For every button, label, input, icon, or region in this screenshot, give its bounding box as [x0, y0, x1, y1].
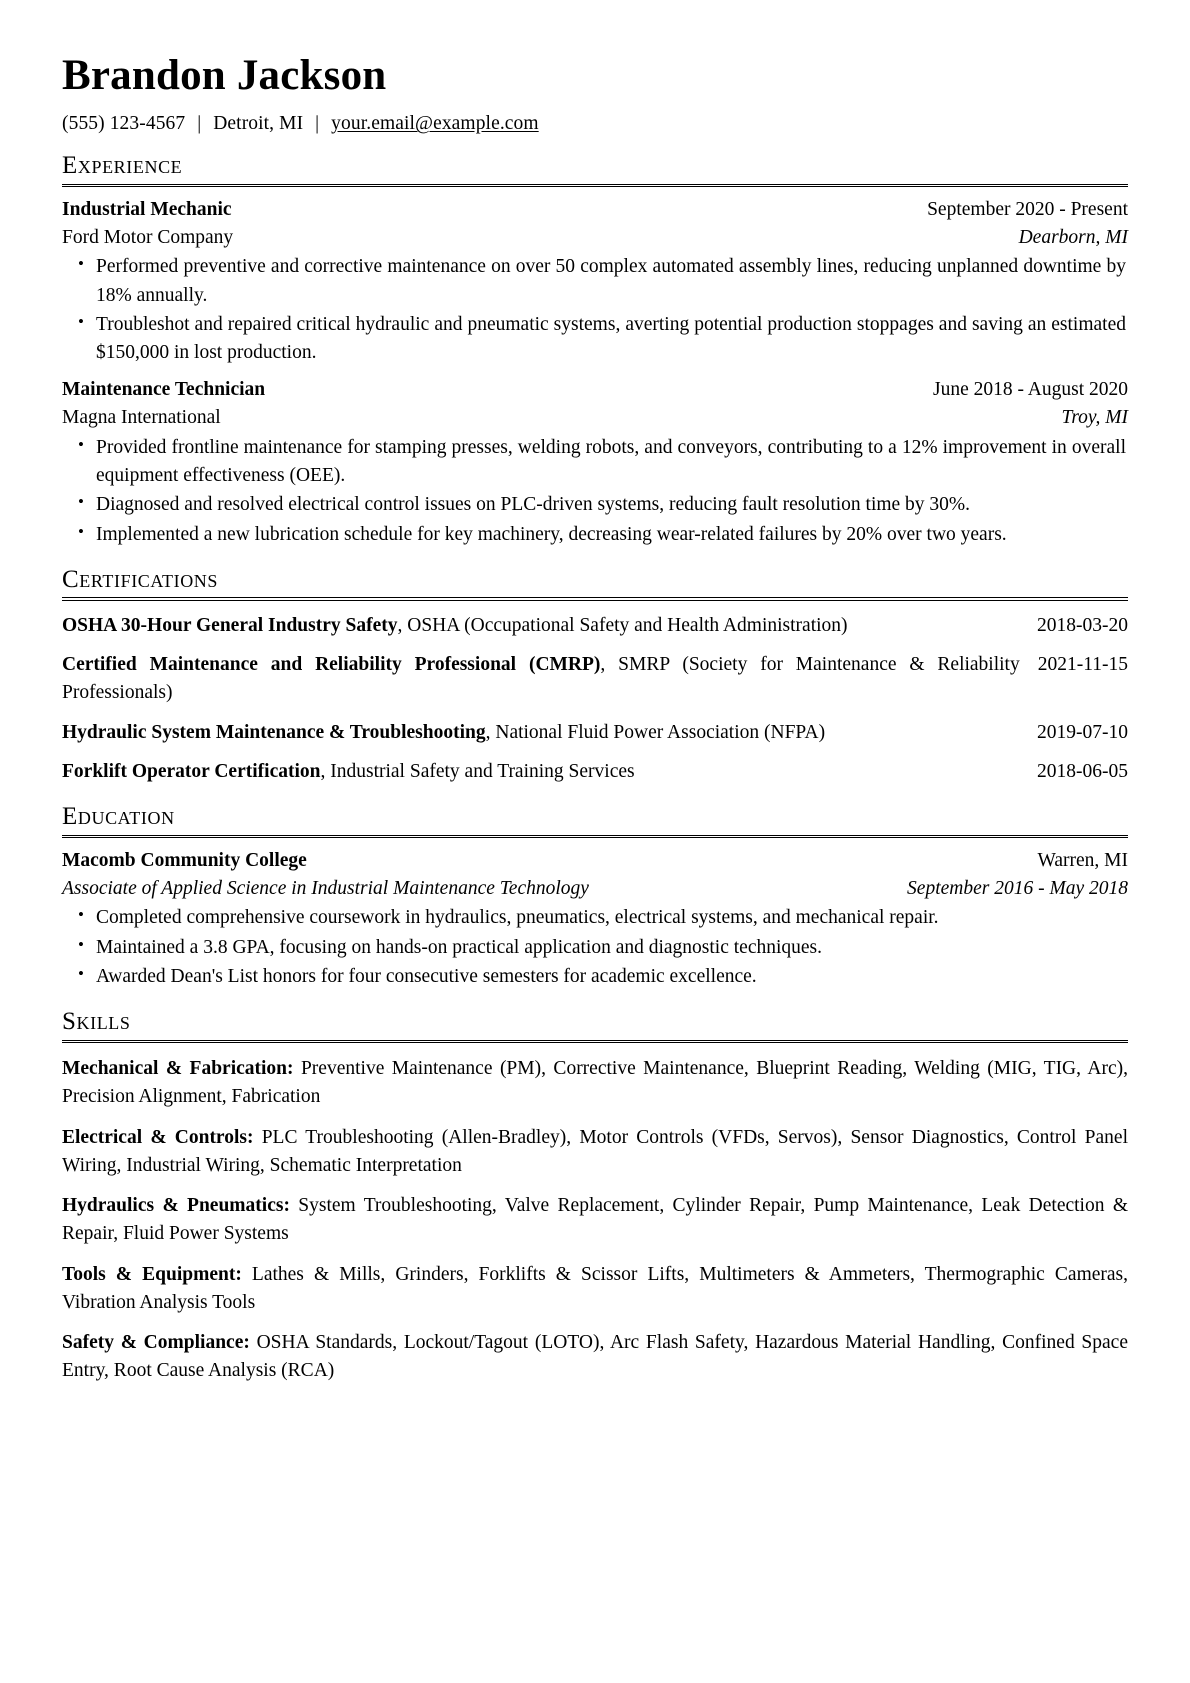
company-name: Magna International [62, 407, 221, 429]
experience-heading: Experience [62, 152, 183, 180]
experience-entry [62, 196, 1128, 367]
skill-category-label: Electrical & Controls: [62, 1126, 254, 1148]
list-item: • Troubleshot and repaired critical hydraulic and pneumatic systems, averting potential production stoppages and saving an estimated $150,000 in lost production. [96, 311, 1128, 368]
education-heading: Education [62, 803, 175, 831]
certification-name: Forklift Operator Certification [62, 760, 321, 782]
phone-number: (555) 123-4567 [62, 113, 186, 135]
list-item: • Maintained a 3.8 GPA, focusing on hands-on practical application and diagnostic techniques. [96, 934, 1128, 962]
skill-group [62, 1192, 1128, 1249]
company-location: Troy, MI [1061, 407, 1128, 429]
experience-title-row [62, 196, 1128, 224]
company-location: Dearborn, MI [1018, 226, 1128, 248]
experience-bullet-list [62, 434, 1128, 549]
education-divider [62, 835, 1128, 838]
job-dates: June 2018 - August 2020 [933, 379, 1128, 401]
company-name: Ford Motor Company [62, 226, 234, 248]
experience-entry [62, 376, 1128, 548]
skills-divider [62, 1040, 1128, 1043]
contact-separator-1: | [197, 113, 202, 135]
experience-bullet-list [62, 253, 1128, 367]
skill-items: Preventive Maintenance (PM), Corrective Maintenance, Blueprint Reading, Welding (MIG, TIG, Arc), Precision Alignment, Fabrication [62, 1058, 1128, 1108]
education-section [62, 803, 1128, 991]
certification-date: 2018-03-20 [1037, 614, 1128, 636]
certification-issuer: , OSHA (Occupational Safety and Health Administration) [397, 614, 848, 636]
education-bullet-list [62, 904, 1128, 991]
skill-category-label: Mechanical & Fabrication: [62, 1058, 294, 1080]
education-degree-row [62, 875, 1128, 903]
skill-items: OSHA Standards, Lockout/Tagout (LOTO), Arc Flash Safety, Hazardous Material Handling, Confined Space Entry, Root Cause Analysis (RCA) [62, 1332, 1128, 1382]
certifications-section [62, 566, 1128, 786]
job-title: Industrial Mechanic [62, 199, 232, 221]
experience-company-row [62, 224, 1128, 252]
certification-date: 2021-11-15 [1037, 654, 1128, 676]
location-text: Detroit, MI [213, 113, 304, 135]
certification-entry [62, 758, 1128, 786]
list-item: • Performed preventive and corrective maintenance on over 50 complex automated assembly lines, reducing unplanned downtime by 18% annually. [96, 253, 1128, 310]
certifications-divider [62, 597, 1128, 600]
skill-group [62, 1261, 1128, 1318]
list-item: • Awarded Dean's List honors for four consecutive semesters for academic excellence. [96, 963, 1128, 991]
skill-items: PLC Troubleshooting (Allen-Bradley), Motor Controls (VFDs, Servos), Sensor Diagnostics, Control Panel Wiring, Industrial Wiring, Schematic Interpretation [62, 1126, 1128, 1176]
experience-title-row [62, 376, 1128, 404]
skill-items: System Troubleshooting, Valve Replacement, Cylinder Repair, Pump Maintenance, Leak Detection & Repair, Fluid Power Systems [62, 1195, 1128, 1245]
experience-section [62, 152, 1128, 549]
job-dates: September 2020 - Present [927, 199, 1128, 221]
skill-group [62, 1329, 1128, 1386]
certification-issuer: , SMRP (Society for Maintenance & Reliability Professionals) [62, 654, 1020, 704]
certification-name: OSHA 30-Hour General Industry Safety [62, 614, 398, 636]
education-entry [62, 847, 1128, 991]
certification-name: Hydraulic System Maintenance & Troubleshooting [62, 721, 486, 743]
certifications-heading: Certifications [62, 565, 218, 593]
certification-date: 2019-07-10 [1037, 721, 1128, 743]
education-school-row [62, 847, 1128, 875]
skill-category-label: Safety & Compliance: [62, 1332, 250, 1354]
experience-company-row [62, 404, 1128, 432]
list-item: • Diagnosed and resolved electrical control issues on PLC-driven systems, reducing fault resolution time by 30%. [96, 491, 1128, 519]
skill-group [62, 1055, 1128, 1112]
certification-issuer: , National Fluid Power Association (NFPA) [485, 721, 826, 743]
resume-header [62, 52, 1128, 135]
candidate-name: Brandon Jackson [62, 52, 387, 99]
experience-divider [62, 184, 1128, 187]
email-link[interactable]: your.email@example.com [331, 113, 539, 135]
skills-section [62, 1008, 1128, 1386]
contact-line [62, 113, 1128, 135]
skill-group [62, 1124, 1128, 1181]
contact-separator-2: | [315, 113, 320, 135]
list-item: • Provided frontline maintenance for stamping presses, welding robots, and conveyors, contributing to a 12% improvement in overall equipment effectiveness (OEE). [96, 434, 1128, 491]
job-title: Maintenance Technician [62, 379, 266, 401]
skill-category-label: Hydraulics & Pneumatics: [62, 1195, 290, 1217]
certification-entry [62, 719, 1128, 747]
skills-heading: Skills [62, 1008, 131, 1036]
certification-name: Certified Maintenance and Reliability Professional (CMRP) [62, 654, 601, 676]
degree-name: Associate of Applied Science in Industrial Maintenance Technology [62, 877, 589, 899]
certification-issuer: , Industrial Safety and Training Services [320, 760, 635, 782]
skill-category-label: Tools & Equipment: [62, 1263, 242, 1285]
skill-items: Lathes & Mills, Grinders, Forklifts & Scissor Lifts, Multimeters & Ammeters, Thermographic Cameras, Vibration Analysis Tools [62, 1263, 1129, 1313]
certification-date: 2018-06-05 [1037, 760, 1128, 782]
certification-entry [62, 651, 1128, 708]
school-name: Macomb Community College [62, 850, 307, 872]
certification-entry [62, 612, 1128, 640]
education-dates: September 2016 - May 2018 [907, 877, 1128, 899]
list-item: • Implemented a new lubrication schedule for key machinery, decreasing wear-related failures by 20% over two years. [96, 521, 1128, 549]
school-location: Warren, MI [1037, 850, 1128, 872]
list-item: • Completed comprehensive coursework in hydraulics, pneumatics, electrical systems, and mechanical repair. [96, 904, 1128, 932]
